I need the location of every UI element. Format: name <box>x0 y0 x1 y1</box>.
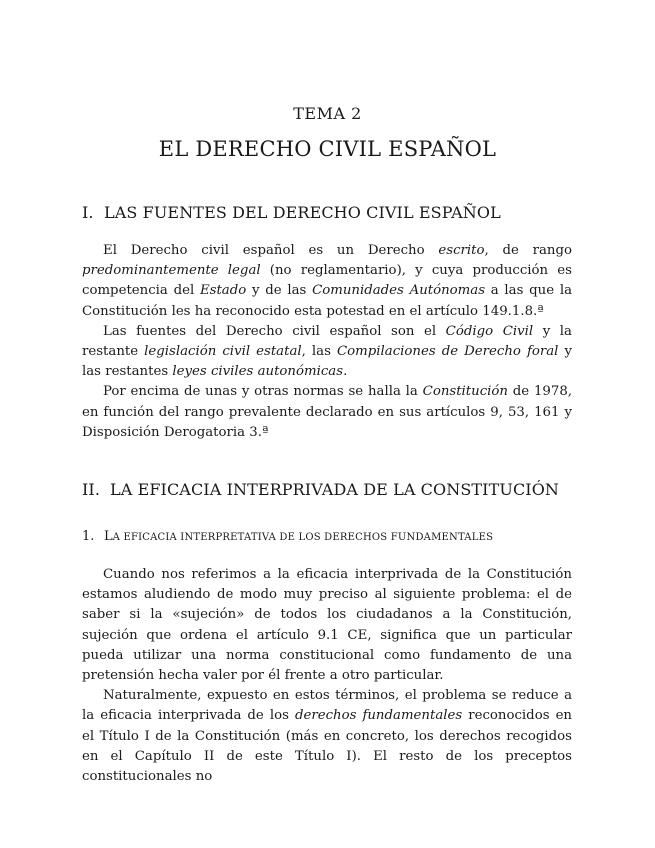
paragraph: Las fuentes del Derecho civil español son el Código Civil y la restante legislación civil estatal, las Compilaciones de Derecho foral y las restantes leyes civiles autonómicas. <box>82 323 572 380</box>
paragraph: Naturalmente, expuesto en estos términos, el problema se reduce a la eficacia interprivada de los derechos fundamentales reconocidos en el Título I de la Constitución (más en concreto, los derechos recogidos en el Capítulo II de este Título I). El resto de los preceptos constitucionales no <box>82 688 572 785</box>
section-heading-2 <box>82 480 559 499</box>
section-number: I. <box>82 203 94 222</box>
paragraph: El Derecho civil español es un Derecho escrito, de rango predominantemente legal (no reglamentario), y cuya producción es competencia del Estado y de las Comunidades Autónomas a las que la Constitución les ha reconocido esta potestad en el artículo 149.1.8.ª <box>82 243 572 319</box>
chapter-title: EL DERECHO CIVIL ESPAÑOL <box>158 137 497 161</box>
section-1-body <box>82 241 572 443</box>
section-title: LAS FUENTES DEL DERECHO CIVIL ESPAÑOL <box>104 203 501 222</box>
section-number: II. <box>82 480 101 499</box>
paragraph: Cuando nos referimos a la eficacia interprivada de la Constitución estamos aludiendo de modo muy preciso al siguiente problema: el de saber si la «sujeción» de todos los ciudadanos a la Constitución, sujeción que ordena el artículo 9.1 CE, significa que un particular pueda utilizar una norma constitucional como fundamento de una pretensión hecha valer por él frente a otro particular. <box>82 567 572 684</box>
paragraph: Por encima de unas y otras normas se halla la Constitución de 1978, en función del rango prevalente declarado en sus artículos 9, 53, 161 y Disposición Derogatoria 3.ª <box>82 384 573 440</box>
chapter-label: TEMA 2 <box>293 104 362 123</box>
subsection-title: A EFICACIA INTERPRETATIVA DE LOS DERECHOS FUNDAMENTALES <box>112 532 494 543</box>
section-title: LA EFICACIA INTERPRIVADA DE LA CONSTITUCIÓN <box>110 480 560 499</box>
subsection-number: 1. <box>82 529 95 544</box>
section-heading-1 <box>82 203 501 222</box>
subsection-heading-1: 1. LA EFICACIA INTERPRETATIVA DE LOS DERECHOS FUNDAMENTALES <box>82 529 494 544</box>
section-2-body <box>82 565 572 787</box>
